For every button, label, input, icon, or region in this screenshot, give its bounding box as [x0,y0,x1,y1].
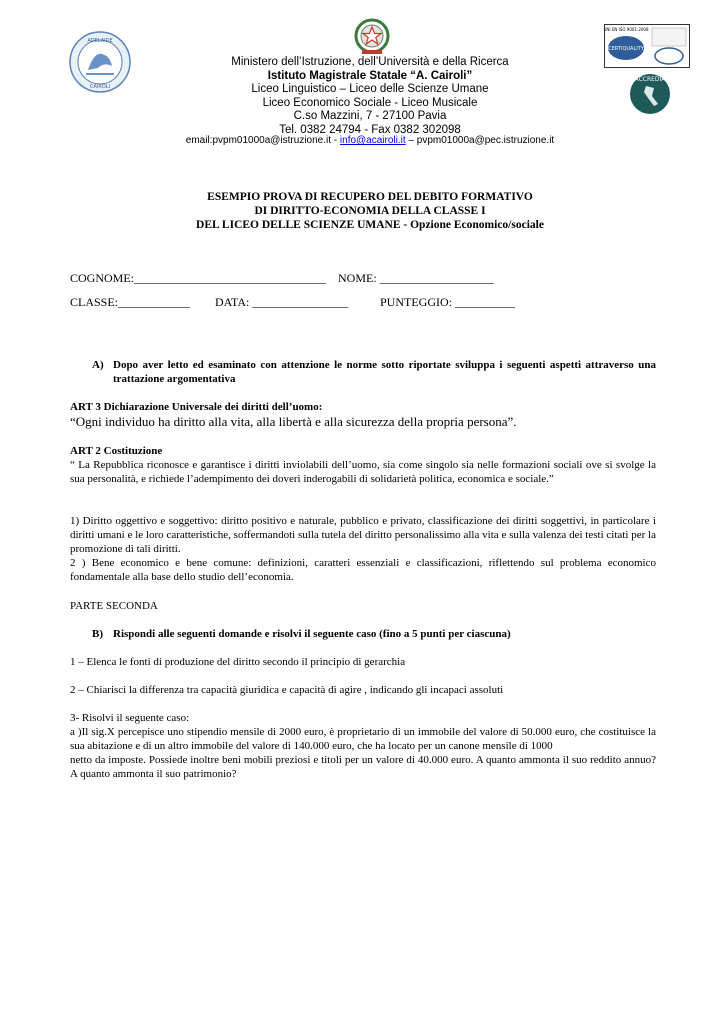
parte-seconda-heading: PARTE SECONDA [70,600,158,612]
art2-block [70,444,656,486]
svg-text:UNI EN ISO 9001:2008: UNI EN ISO 9001:2008 [604,27,649,32]
school-line-2: Liceo Economico Sociale - Liceo Musicale [262,96,478,109]
question-3-heading: 3- Risolvi il seguente caso: [70,712,190,724]
art3-heading: ART 3 Dichiarazione Universale dei diritti dell’uomo: [70,401,323,413]
question-3 [70,711,656,781]
question-2: 2 – Chiarisci la differenza tra capacità giuridica e capacità di agire , indicando gli incapaci assoluti [70,684,504,696]
question-3-part-a: a )Il sig.X percepisce uno stipendio mensile di 2000 euro, è proprietario di un immobile del valore di 50.000 euro, che costituisce la sua abitazione e di un altro immobile del valore di 140.000 euro, che ha locato per un canone mensile di 1000 [70,726,656,752]
school-line-1: Liceo Linguistico – Liceo delle Scienze Umane [251,83,489,95]
punteggio-field[interactable]: PUNTEGGIO: __________ [380,295,515,309]
question-3-part-b: netto da imposte. Possiede inoltre beni mobili preziosi e titoli per un valore di 40.000 euro. A quanto ammonta il suo reddito annuo? A quanto ammonta il suo patrimonio? [70,754,656,780]
section-a-text: Dopo aver letto ed esaminato con attenzione le norme sotto riportate sviluppa i seguenti aspetti attraverso una trattazione argomentativa [113,359,656,385]
svg-text:CAIROLI: CAIROLI [89,84,111,90]
school-email-line [100,135,640,146]
art3-block [70,400,656,430]
section-b-label: B) [92,628,103,640]
school-header [120,56,620,137]
section-a-label: A) [92,359,104,371]
italian-republic-emblem-icon [352,16,392,56]
art3-quote: “Ogni individuo ha diritto alla vita, alla libertà e alla sicurezza della propria persona”. [70,414,517,429]
school-name: Istituto Magistrale Statale “A. Cairoli” [267,69,473,82]
school-address: C.so Mazzini, 7 - 27100 Pavia [293,110,447,122]
section-b-text: Rispondi alle seguenti domande e risolvi il seguente caso (fino a 5 punti per ciascuna) [113,628,511,640]
title-line-2: DI DIRITTO-ECONOMIA DELLA CLASSE I [254,205,486,217]
email-prefix: email:pvpm01000a@istruzione.it - [185,135,340,146]
accredia-logo-icon [628,70,672,120]
school-phone: Tel. 0382 24794 - Fax 0382 302098 [279,123,461,136]
point-1: 1) Diritto oggettivo e soggettivo: diritto positivo e naturale, pubblico e privato, classificazione dei diritti soggettivi, in particolare i diritti umani e le loro caratteristiche, soffermandoti sulla tutela del diritto personalissimo alla vita e sulla valenza dei testi citati per la promozione di tali diritti. [70,515,656,555]
classe-field[interactable]: CLASSE:____________ [70,295,191,309]
cognome-field[interactable]: COGNOME:________________________________ [70,271,327,285]
nome-field[interactable]: NOME: ___________________ [338,271,494,285]
email-suffix: – pvpm01000a@pec.istruzione.it [405,135,555,146]
question-1: 1 – Elenca le fonti di produzione del diritto secondo il principio di gerarchia [70,656,406,668]
ministry-line: Ministero dell’Istruzione, dell’Università e della Ricerca [231,56,509,68]
svg-text:ADELAIDE: ADELAIDE [87,38,113,44]
art2-heading: ART 2 Costituzione [70,445,163,457]
svg-text:CERTIQUALITY: CERTIQUALITY [608,46,644,52]
title-line-3: DEL LICEO DELLE SCIENZE UMANE - Opzione Economico/sociale [196,219,544,231]
art2-quote: “ La Repubblica riconosce e garantisce i diritti inviolabili dell’uomo, sia come singolo sia nelle formazioni sociali ove si svolge la sua personalità, e richiede l’adempimento dei doveri inderogabili di solidarietà politica, economica e sociale.” [70,459,656,485]
email-link[interactable]: info@acairoli.it [339,135,406,146]
title-line-1: ESEMPIO PROVA DI RECUPERO DEL DEBITO FORMATIVO [207,191,533,203]
point-2: 2 ) Bene economico e bene comune: definizioni, caratteri essenziali e classificazioni, riflettendo sul problema economico fondamentale alla base dello studio dell’economia. [70,557,656,583]
svg-text:ACCREDIA: ACCREDIA [634,76,666,83]
document-title [100,190,640,232]
data-field[interactable]: DATA: ________________ [215,295,349,309]
